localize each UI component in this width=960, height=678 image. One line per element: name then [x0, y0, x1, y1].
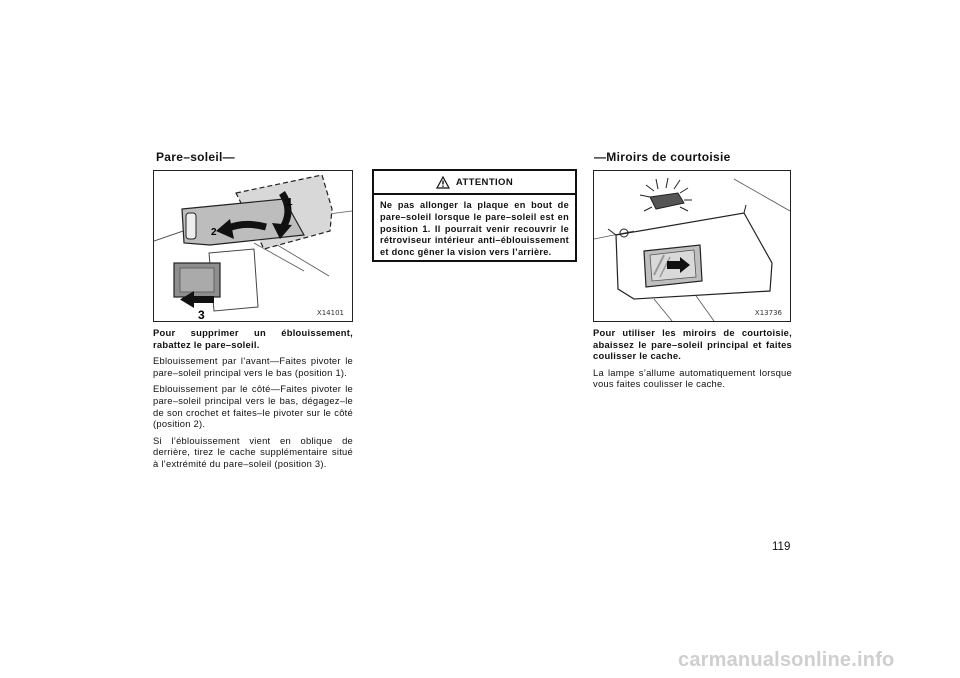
vanity-mirror-section-title: —Miroirs de courtoisie [594, 150, 731, 164]
vanity-mirror-illustration [594, 171, 790, 321]
paragraph: Pour supprimer un éblouissement, rabattez le pare–soleil. [153, 327, 353, 350]
paragraph: La lampe s’allume automatiquement lorsque vous faites coulisser le cache. [593, 366, 792, 390]
figure-code: X13736 [754, 309, 782, 317]
figure-label-3: 3 [198, 308, 205, 321]
sun-visor-illustration [154, 171, 352, 321]
attention-text: Ne pas allonger la plaque en bout de pare–soleil lorsque le pare–soleil est en position 1. Il pourrait venir recouvrir le rétroviseur intérieur anti–éblouissement et donc gêner la vision vers l’arrière. [380, 200, 569, 258]
vanity-mirror-figure [593, 170, 791, 322]
figure-label-2: 2 [211, 227, 217, 238]
attention-title: ATTENTION [455, 176, 514, 188]
attention-box [372, 169, 577, 262]
warning-triangle-icon [436, 176, 450, 189]
paragraph: Si l’éblouissement vient en oblique de derrière, tirez le cache supplémentaire situé à l’extrémité du pare–soleil (position 3). [153, 434, 353, 469]
vanity-mirror-text [593, 327, 792, 395]
paragraph: Pour utiliser les miroirs de courtoisie, abaissez le pare–soleil principal et faites coulisser le cache. [593, 327, 792, 362]
sun-visor-figure [153, 170, 353, 322]
watermark-text: carmanualsonline.info [678, 649, 895, 671]
attention-header [374, 171, 575, 195]
figure-code: X14101 [316, 309, 344, 317]
sun-visor-text [153, 327, 353, 475]
paragraph: Eblouissement par l’avant—Faites pivoter le pare–soleil principal vers le bas (position 1). [153, 355, 353, 378]
sun-visor-section-title: Pare–soleil— [156, 150, 235, 164]
figure-label-1: 1 [287, 197, 293, 208]
page-number: 119 [772, 541, 791, 553]
paragraph: Eblouissement par le côté—Faites pivoter le pare–soleil principal vers le bas, dégagez–le de son crochet et faites–le pivoter sur le côté (position 2). [153, 383, 353, 430]
